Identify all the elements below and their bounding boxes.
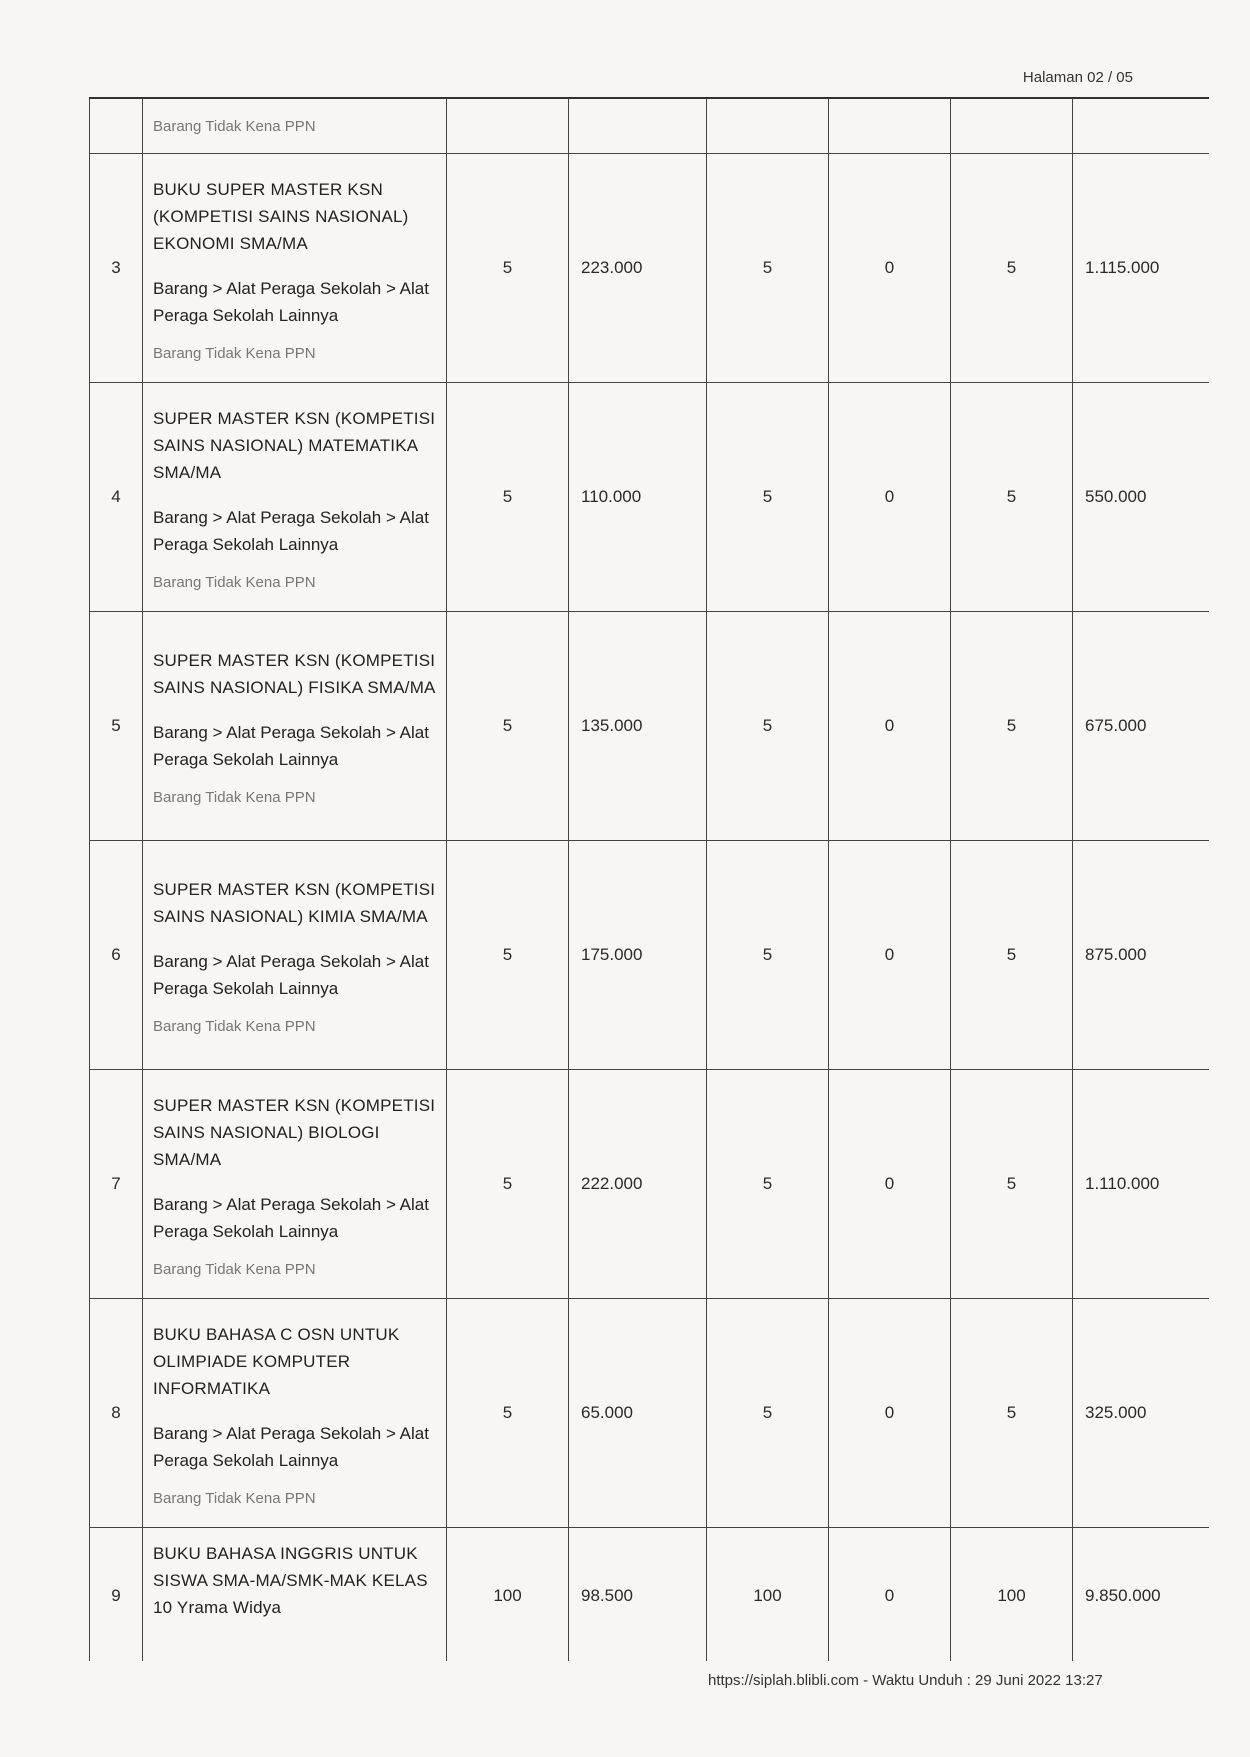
cell-price: 98.500 [569,1527,707,1661]
table-row [90,153,1210,382]
cell-price: 222.000 [569,1069,707,1298]
cell-item [143,382,447,611]
cell-total: 675.000 [1073,611,1210,840]
cell-qty: 100 [447,1527,569,1661]
cell-no: 6 [90,840,143,1069]
cell-rejected: 0 [829,1527,951,1661]
cell-qty: 5 [447,611,569,840]
cell-qty: 5 [447,382,569,611]
cell-item [143,153,447,382]
cell-no: 5 [90,611,143,840]
table-row [90,1298,1210,1527]
cell-received: 5 [707,382,829,611]
cell-item [143,1527,447,1661]
cell-no: 8 [90,1298,143,1527]
cell-accepted: 5 [951,840,1073,1069]
table-row-continued [90,98,1210,153]
cell-no: 3 [90,153,143,382]
item-name: SUPER MASTER KSN (KOMPETISI SAINS NASIONAL) BIOLOGI SMA/MA [153,1095,436,1169]
item-tax-label: Barang Tidak Kena PPN [153,118,316,136]
cell-received: 5 [707,1069,829,1298]
cell-item [143,840,447,1069]
cell-accepted: 5 [951,382,1073,611]
cell-price: 175.000 [569,840,707,1069]
table-row [90,840,1210,1069]
cell-accepted: 100 [951,1527,1073,1661]
table-row [90,1069,1210,1298]
cell-received: 5 [707,840,829,1069]
cell-total: 325.000 [1073,1298,1210,1527]
page-number: Halaman 02 / 05 [1022,69,1133,86]
cell-received: 5 [707,153,829,382]
cell-received: 5 [707,1298,829,1527]
cell-item [143,611,447,840]
item-category: Barang > Alat Peraga Sekolah > Alat Peraga Sekolah Lainnya [153,278,429,325]
table-row [90,382,1210,611]
cell-price: 223.000 [569,153,707,382]
item-tax-label: Barang Tidak Kena PPN [153,789,316,806]
cell-total: 1.110.000 [1073,1069,1210,1298]
cell-rejected: 0 [829,153,951,382]
item-category: Barang > Alat Peraga Sekolah > Alat Peraga Sekolah Lainnya [153,952,429,998]
cell-received: 5 [707,611,829,840]
items-table [89,97,1209,1661]
cell-price: 110.000 [569,382,707,611]
cell-total: 1.115.000 [1073,153,1210,382]
download-footer: https://siplah.blibli.com - Waktu Unduh : 29 Juni 2022 13:27 [708,1672,1103,1689]
item-name: BUKU SUPER MASTER KSN (KOMPETISI SAINS NASIONAL) EKONOMI SMA/MA [153,179,409,253]
table-row [90,1527,1210,1661]
cell-no: 9 [90,1527,143,1661]
cell-total: 9.850.000 [1073,1527,1210,1661]
item-name: SUPER MASTER KSN (KOMPETISI SAINS NASIONAL) MATEMATIKA SMA/MA [153,408,436,482]
cell-rejected: 0 [829,840,951,1069]
cell-rejected: 0 [829,382,951,611]
item-category: Barang > Alat Peraga Sekolah > Alat Peraga Sekolah Lainnya [153,507,429,554]
item-name: BUKU BAHASA C OSN UNTUK OLIMPIADE KOMPUTER INFORMATIKA [153,1324,400,1398]
cell-no [90,98,143,153]
item-category: Barang > Alat Peraga Sekolah > Alat Peraga Sekolah Lainnya [153,1194,429,1241]
cell-no: 4 [90,382,143,611]
item-name: SUPER MASTER KSN (KOMPETISI SAINS NASIONAL) KIMIA SMA/MA [153,880,436,926]
cell-rejected: 0 [829,611,951,840]
cell-item [143,98,447,153]
cell-item [143,1069,447,1298]
cell-price: 135.000 [569,611,707,840]
item-tax-label: Barang Tidak Kena PPN [153,1018,316,1035]
cell-total: 550.000 [1073,382,1210,611]
cell-accepted: 5 [951,1069,1073,1298]
cell-item [143,1298,447,1527]
item-name: BUKU BAHASA INGGRIS UNTUK SISWA SMA-MA/SMK-MAK KELAS 10 Yrama Widya [153,1543,428,1617]
item-tax-label: Barang Tidak Kena PPN [153,1489,316,1507]
cell-qty: 5 [447,840,569,1069]
cell-accepted: 5 [951,1298,1073,1527]
item-name: SUPER MASTER KSN (KOMPETISI SAINS NASIONAL) FISIKA SMA/MA [153,651,436,697]
item-category: Barang > Alat Peraga Sekolah > Alat Peraga Sekolah Lainnya [153,723,429,769]
cell-accepted: 5 [951,153,1073,382]
cell-qty: 5 [447,1298,569,1527]
cell-qty: 5 [447,1069,569,1298]
cell-no: 7 [90,1069,143,1298]
item-tax-label: Barang Tidak Kena PPN [153,1260,316,1278]
cell-price: 65.000 [569,1298,707,1527]
item-tax-label: Barang Tidak Kena PPN [153,344,316,362]
item-tax-label: Barang Tidak Kena PPN [153,573,316,591]
cell-accepted: 5 [951,611,1073,840]
cell-total: 875.000 [1073,840,1210,1069]
cell-rejected: 0 [829,1069,951,1298]
table-row [90,611,1210,840]
items-table-wrapper [89,97,1209,1661]
cell-rejected: 0 [829,1298,951,1527]
cell-received: 100 [707,1527,829,1661]
cell-qty: 5 [447,153,569,382]
item-category: Barang > Alat Peraga Sekolah > Alat Peraga Sekolah Lainnya [153,1423,429,1470]
